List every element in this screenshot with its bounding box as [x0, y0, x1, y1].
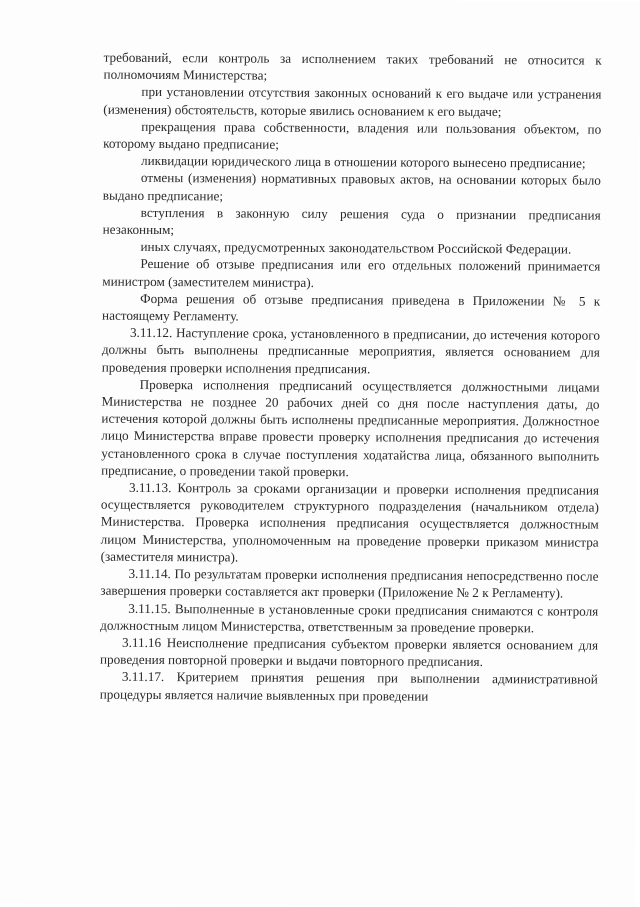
- paragraph-p09: Форма решения об отзыве предписания приведена в Приложении № 5 к настоящему Регламенту.: [102, 290, 601, 324]
- paragraph-p16: 3.11.17. Критерием принятия решения при выполнении административной процедуры является наличие выявленных при проведении: [99, 669, 598, 704]
- paragraph-p11: Проверка исполнения предписаний осуществляется должностными лицами Министерства не позднее 20 рабочих дней со дня после наступления даты, до истечения которой должны быть исполнены предписанные мероприятия. Должностное лицо Министерства вправе провести проверку исполнения предписания до истечения установленного срока в случае поступления ходатайства лица, обязанного выполнить предписание, о проведении такой проверки.: [101, 376, 600, 480]
- paragraph-p10: 3.11.12. Наступление срока, установленного в предписании, до истечения которого должны быть выполнены предписанные мероприятия, является основанием для проведения проверки исполнения предписания.: [101, 325, 601, 376]
- paragraph-p15: 3.11.16 Неисполнение предписания субъектом проверки является основанием для проведения повторной проверки и выдачи повторного предписания.: [99, 634, 599, 670]
- paragraph-p04: ликвидации юридического лица в отношении которого вынесено предписание;: [140, 153, 586, 171]
- paragraph-p14: 3.11.15. Выполненные в установленные сроки предписания снимаются с контроля должностным лицом Министерства, ответственным за проведение проверки.: [100, 600, 599, 636]
- document-body: [100, 49, 602, 706]
- paragraph-p01: требований, если контроль за исполнением таких требований не относится к полномочиям Министерства;: [103, 49, 602, 83]
- paragraph-p07: иных случаях, предусмотренных законодательством Российской Федерации.: [140, 239, 572, 257]
- paragraph-p08: Решение об отзыве предписания или его отдельных положений принимается министром (заместителем министра).: [102, 256, 601, 290]
- paragraph-p05: отмены (изменения) нормативных правовых актов, на основании которых было выдано предписание;: [102, 170, 601, 204]
- paragraph-p13: 3.11.14. По результатам проверки исполнения предписания непосредственно после завершения проверки составляется акт проверки (Приложение № 2 к Регламенту).: [100, 565, 599, 601]
- paragraph-p02: при установлении отсутствия законных оснований к его выдаче или устранения (изменения) обстоятельств, которые явились основанием к его выдаче;: [103, 84, 602, 119]
- paragraph-p06: вступления в законную силу решения суда о признании предписания незаконным;: [102, 204, 601, 238]
- paragraph-p03: прекращения права собственности, владения или пользования объектом, по которому выдано предписание;: [103, 118, 602, 152]
- paragraph-p12: 3.11.13. Контроль за сроками организации и проверки исполнения предписания осуществляется руководителем структурного подразделения (начальником отдела) Министерства. Проверка исполнения предписания осуществляется должностным лицом Министерства, уполномоченным на проведение проверки приказом министра (заместителя министра).: [100, 479, 600, 565]
